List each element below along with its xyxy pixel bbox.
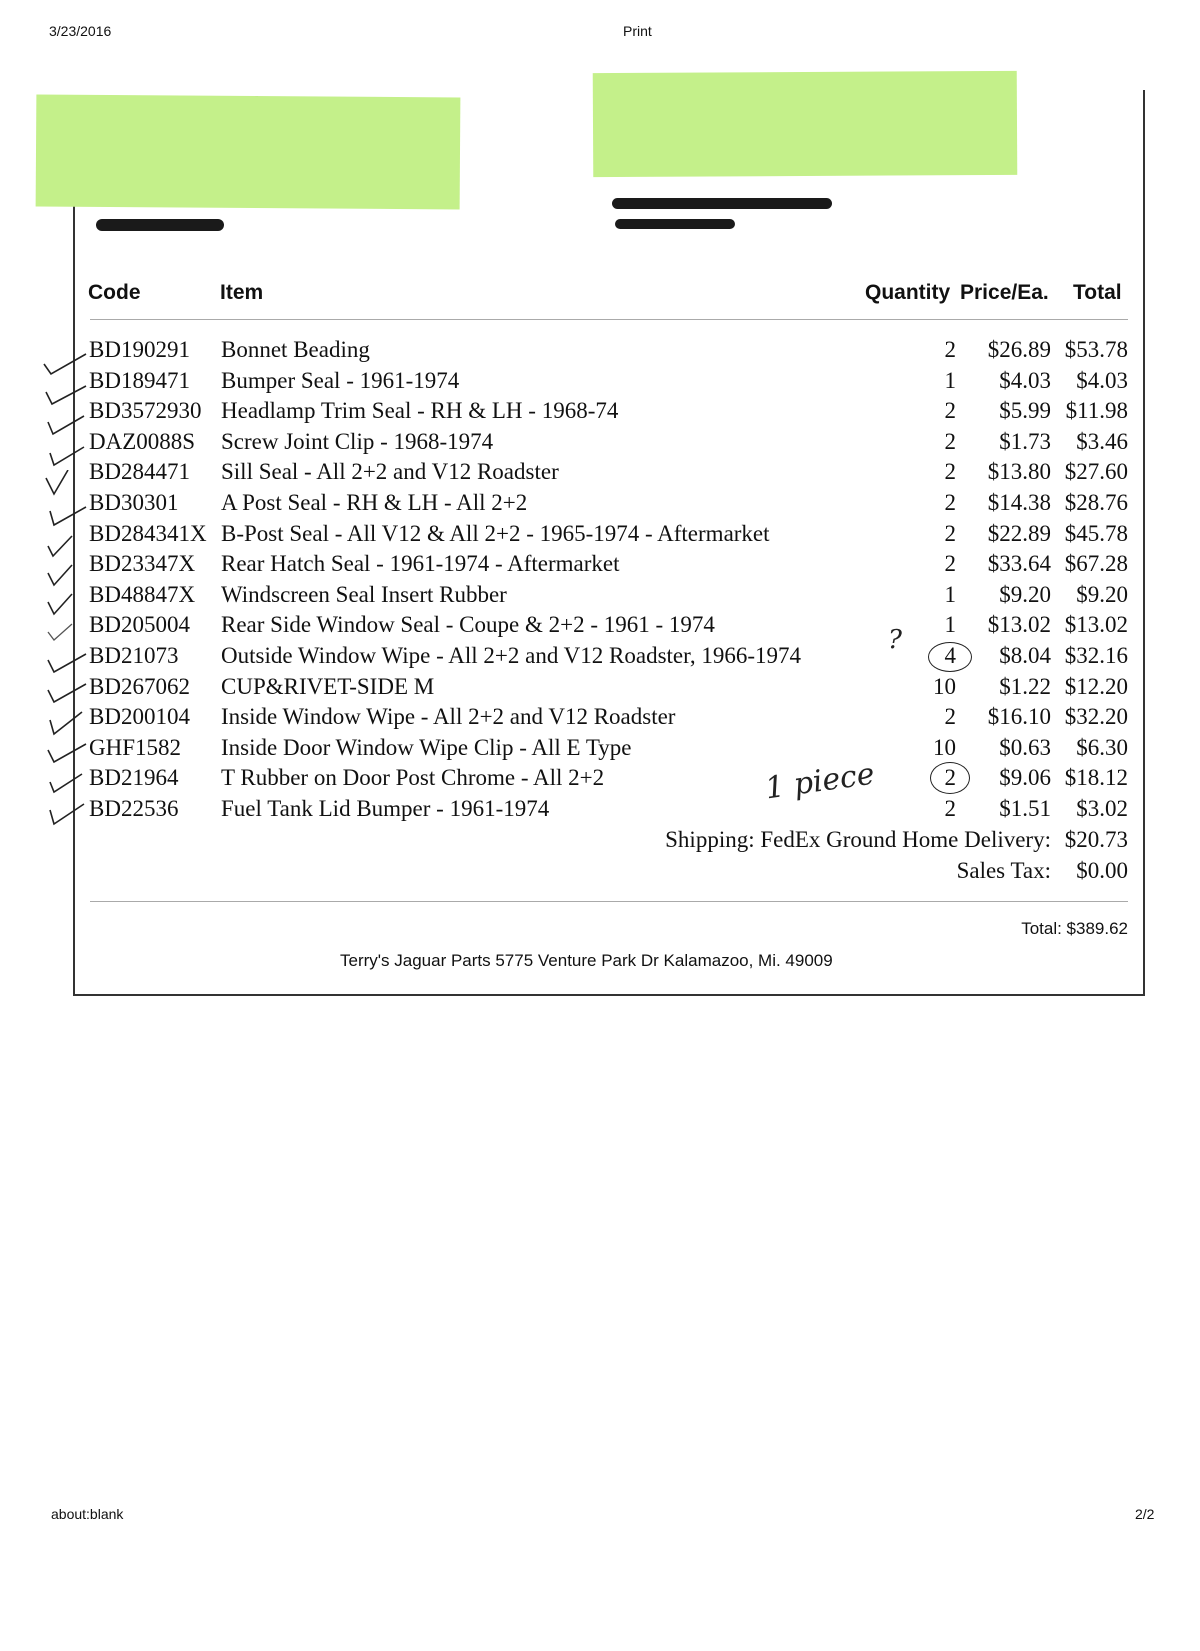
table-row (0, 490, 1200, 521)
checkmark-icon (42, 710, 88, 736)
handwritten-question-mark: ? (888, 625, 902, 655)
checkmark-icon (42, 352, 88, 378)
item-code: BD23347X (89, 551, 196, 577)
redaction-sticky-note-left (36, 95, 461, 210)
print-title: Print (623, 23, 652, 39)
table-row (0, 368, 1200, 399)
table-row (0, 674, 1200, 705)
item-code: BD267062 (89, 673, 190, 699)
item-code: BD22536 (89, 795, 179, 821)
item-price: $1.73 (999, 428, 1051, 454)
checkmark-icon (42, 563, 88, 589)
table-row (0, 337, 1200, 368)
item-description: Sill Seal - All 2+2 and V12 Roadster (221, 459, 559, 485)
item-price: $8.04 (999, 642, 1051, 668)
shipping-value: $20.73 (1064, 827, 1128, 852)
item-description: T Rubber on Door Post Chrome - All 2+2 (221, 765, 605, 791)
item-description: Rear Hatch Seal - 1961-1974 - Aftermarket (221, 551, 620, 577)
item-description: Inside Door Window Wipe Clip - All E Type (221, 734, 632, 760)
item-total: $32.16 (1064, 642, 1128, 668)
column-header-quantity: Quantity (865, 281, 951, 304)
item-price: $0.63 (999, 734, 1051, 760)
item-code: BD21073 (89, 642, 179, 668)
column-header-item: Item (220, 281, 264, 304)
item-quantity: 10 (933, 734, 956, 760)
grand-total: Total: $389.62 (1021, 919, 1128, 938)
item-quantity: 2 (944, 459, 956, 485)
table-row (0, 765, 1200, 796)
item-quantity: 2 (944, 489, 956, 515)
summary-divider (90, 901, 1128, 902)
item-code: BD284341X (89, 520, 207, 546)
column-header-total: Total (1073, 281, 1122, 304)
item-description: B-Post Seal - All V12 & All 2+2 - 1965-1974 - Aftermarket (221, 520, 770, 546)
item-price: $13.80 (987, 459, 1051, 485)
vendor-address: Terry's Jaguar Parts 5775 Venture Park Dr Kalamazoo, Mi. 49009 (340, 951, 833, 970)
item-code: BD21964 (89, 765, 179, 791)
redaction-marker (612, 198, 832, 209)
item-total: $3.02 (1076, 795, 1128, 821)
item-description: Outside Window Wipe - All 2+2 and V12 Roadster, 1966-1974 (221, 642, 802, 668)
table-row (0, 398, 1200, 429)
sales-tax-label: Sales Tax: (956, 858, 1051, 883)
header-divider (90, 319, 1128, 320)
item-total: $28.76 (1064, 489, 1128, 515)
table-row (0, 459, 1200, 490)
column-header-price: Price/Ea. (960, 281, 1049, 304)
table-row (0, 735, 1200, 766)
item-price: $22.89 (987, 520, 1051, 546)
checkmark-icon (42, 470, 88, 496)
table-row (0, 704, 1200, 735)
footer-url: about:blank (51, 1506, 124, 1522)
item-total: $12.20 (1064, 673, 1128, 699)
item-code: BD3572930 (89, 398, 202, 424)
item-total: $18.12 (1064, 765, 1128, 791)
item-description: Fuel Tank Lid Bumper - 1961-1974 (221, 795, 550, 821)
item-quantity: 2 (944, 428, 956, 454)
item-code: BD284471 (89, 459, 190, 485)
item-quantity: 2 (944, 398, 956, 424)
table-row (0, 796, 1200, 827)
item-price: $26.89 (987, 337, 1051, 362)
item-total: $6.30 (1076, 734, 1128, 760)
item-price: $9.20 (999, 581, 1051, 607)
item-total: $67.28 (1064, 551, 1128, 577)
item-quantity: 10 (933, 673, 956, 699)
item-code: BD48847X (89, 581, 196, 607)
item-total: $27.60 (1064, 459, 1128, 485)
line-items-table (0, 337, 1200, 827)
frame-bottom-border (73, 994, 1145, 996)
item-description: Bumper Seal - 1961-1974 (221, 367, 460, 393)
checkmark-icon (42, 503, 88, 529)
item-code: BD30301 (89, 489, 179, 515)
checkmark-icon (42, 650, 88, 676)
checkmark-icon (42, 620, 88, 646)
checkmark-icon (42, 443, 88, 469)
item-total: $53.78 (1064, 337, 1128, 362)
item-quantity: 2 (944, 765, 956, 791)
shipping-label: Shipping: FedEx Ground Home Delivery: (665, 827, 1051, 852)
checkmark-icon (42, 534, 88, 560)
item-quantity: 2 (944, 704, 956, 730)
item-description: Screw Joint Clip - 1968-1974 (221, 428, 494, 454)
item-description: A Post Seal - RH & LH - All 2+2 (221, 489, 528, 515)
redaction-marker (96, 219, 224, 231)
item-price: $13.02 (987, 612, 1051, 638)
redaction-marker (615, 219, 735, 229)
item-quantity: 2 (944, 795, 956, 821)
table-row (0, 643, 1200, 674)
item-code: BD190291 (89, 337, 190, 362)
table-row (0, 521, 1200, 552)
item-quantity: 1 (944, 581, 956, 607)
checkmark-icon (42, 800, 88, 826)
item-code: BD205004 (89, 612, 190, 638)
item-quantity: 2 (944, 551, 956, 577)
table-row (0, 582, 1200, 613)
checkmark-icon (42, 680, 88, 706)
item-total: $11.98 (1065, 398, 1128, 424)
item-price: $33.64 (987, 551, 1051, 577)
item-quantity: 1 (944, 612, 956, 638)
item-description: CUP&RIVET-SIDE M (221, 673, 435, 699)
item-description: Windscreen Seal Insert Rubber (221, 581, 507, 607)
table-row (0, 429, 1200, 460)
item-description: Headlamp Trim Seal - RH & LH - 1968-74 (221, 398, 619, 424)
checkmark-icon (42, 592, 88, 618)
item-code: GHF1582 (89, 734, 182, 760)
checkmark-icon (42, 412, 88, 438)
item-total: $3.46 (1076, 428, 1128, 454)
item-total: $13.02 (1064, 612, 1128, 638)
item-code: BD189471 (89, 367, 190, 393)
item-quantity: 2 (944, 520, 956, 546)
item-code: BD200104 (89, 704, 190, 730)
item-total: $45.78 (1064, 520, 1128, 546)
item-total: $4.03 (1076, 367, 1128, 393)
handwritten-note: 1 piece (763, 756, 877, 807)
column-header-code: Code (88, 281, 141, 304)
item-price: $14.38 (987, 489, 1051, 515)
item-quantity: 2 (944, 337, 956, 362)
item-price: $4.03 (999, 367, 1051, 393)
table-row (0, 551, 1200, 582)
redaction-sticky-note-right (593, 71, 1018, 177)
checkmark-icon (42, 770, 88, 796)
footer-page-number: 2/2 (1135, 1506, 1155, 1522)
item-price: $16.10 (987, 704, 1051, 730)
item-quantity: 1 (944, 367, 956, 393)
item-total: $9.20 (1076, 581, 1128, 607)
item-price: $1.22 (999, 673, 1051, 699)
item-description: Bonnet Beading (221, 337, 370, 362)
print-date: 3/23/2016 (49, 23, 112, 39)
sales-tax-value: $0.00 (1076, 858, 1128, 883)
item-price: $1.51 (999, 795, 1051, 821)
handwritten-circle (930, 762, 970, 794)
item-description: Inside Window Wipe - All 2+2 and V12 Roadster (221, 704, 676, 730)
handwritten-circle (928, 642, 972, 672)
checkmark-icon (42, 740, 88, 766)
item-description: Rear Side Window Seal - Coupe & 2+2 - 1961 - 1974 (221, 612, 715, 638)
table-row (0, 612, 1200, 643)
item-price: $5.99 (999, 398, 1051, 424)
checkmark-icon (42, 382, 88, 408)
item-quantity: 4 (944, 642, 956, 668)
item-total: $32.20 (1064, 704, 1128, 730)
item-price: $9.06 (999, 765, 1051, 791)
item-code: DAZ0088S (89, 428, 196, 454)
